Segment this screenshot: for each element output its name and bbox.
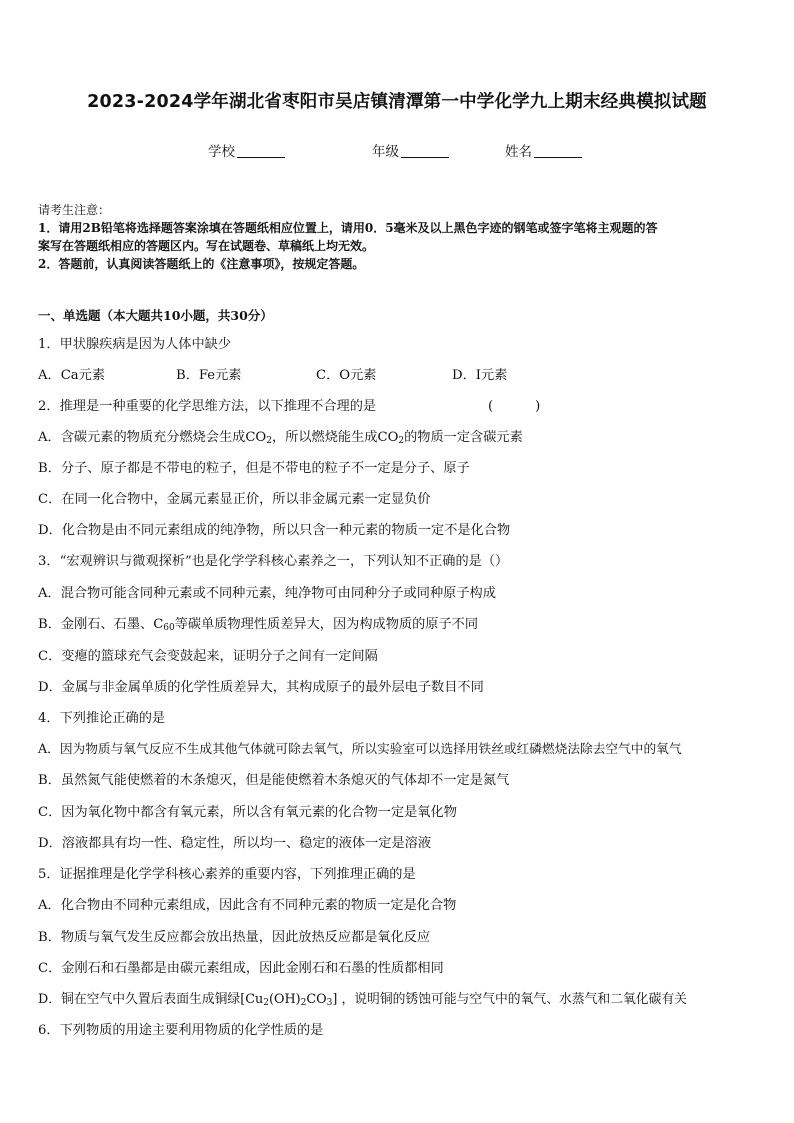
grade-label: 年级 (372, 144, 399, 160)
grade-field (372, 140, 449, 160)
q3-stem: 3．“宏观辨识与微观探析”也是化学学科核心素养之一，下列认知不正确的是（） (38, 554, 509, 569)
grade-blank (401, 143, 449, 158)
name-field (505, 140, 582, 160)
q5-option-c: C．金刚石和石墨都是由碳元素组成，因此金刚石和石墨的性质都相同 (38, 961, 444, 976)
name-label: 姓名 (505, 144, 532, 160)
q4-option-c: C．因为氧化物中都含有氧元素，所以含有氧元素的化合物一定是氧化物 (38, 805, 457, 820)
q1-option-c: C．O元素 (316, 368, 377, 383)
q3-option-d: D．金属与非金属单质的化学性质差异大，其构成原子的最外层电子数目不同 (38, 680, 484, 695)
q6-stem: 6．下列物质的用途主要利用物质的化学性质的是 (38, 1023, 324, 1038)
q4-option-a: A．因为物质与氧气反应不生成其他气体就可除去氧气，所以实验室可以选择用铁丝或红磷燃烧法除去空气中的氧气 (38, 741, 682, 756)
q2-option-c: C．在同一化合物中，金属元素显正价，所以非金属元素一定显负价 (38, 492, 431, 507)
q5-stem: 5．证据推理是化学学科核心素养的重要内容，下列推理正确的是 (38, 867, 416, 882)
q1-options (38, 364, 507, 383)
notice-item-1a: 1．请用2B铅笔将选择题答案涂填在答题纸相应位置上，请用0．5毫米及以上黑色字迹的钢笔或签字笔将主观题的答 (38, 221, 658, 235)
q5-option-a: A．化合物由不同种元素组成，因此含有不同种元素的物质一定是化合物 (38, 898, 457, 913)
q1-option-d: D．I元素 (452, 368, 508, 383)
school-blank (237, 143, 285, 158)
q3-option-b: B．金刚石、石墨、$C_{60}$等碳单质物理性质差异大，因为构成物质的原子不同 (38, 617, 479, 633)
notice-heading: 请考生注意： (38, 203, 111, 217)
q3-option-c: C．变瘪的篮球充气会变鼓起来，证明分子之间有一定间隔 (38, 649, 378, 664)
q2-stem: 2．推理是一种重要的化学思维方法，以下推理不合理的是 (38, 399, 377, 414)
name-blank (534, 143, 582, 158)
q4-option-b: B．虽然氮气能使燃着的木条熄灭，但是能使燃着木条熄灭的气体却不一定是氮气 (38, 773, 510, 788)
q1-stem: 1．甲状腺疾病是因为人体中缺少 (38, 337, 232, 352)
q1-option-a: A．Ca元素 (38, 368, 106, 383)
notice-block (38, 201, 758, 273)
q2-stem-row (38, 395, 540, 414)
q2-option-a: A．含碳元素的物质充分燃烧会生成$CO_2$，所以燃烧能生成$CO_2$的物质一定含碳元素 (38, 430, 523, 446)
section-heading: 一、单选题（本大题共10小题，共30分） (38, 308, 273, 323)
q5-option-d: D．铜在空气中久置后表面生成铜绿$[Cu_2(OH)_2CO_3]$ ，说明铜的锈蚀可能与空气中的氧气、水蒸气和二氧化碳有关 (38, 992, 687, 1008)
q2-option-d: D．化合物是由不同元素组成的纯净物，所以只含一种元素的物质一定不是化合物 (38, 523, 511, 538)
q3-option-a: A．混合物可能含同种元素或不同种元素，纯净物可由同种分子或同种原子构成 (38, 586, 496, 601)
q2-answer-paren: ( ) (488, 399, 541, 414)
notice-item-2: 2．答题前，认真阅读答题纸上的《注意事项》，按规定答题。 (38, 257, 365, 271)
page-title: 2023-2024学年湖北省枣阳市吴店镇清潭第一中学化学九上期末经典模拟试题 (87, 92, 707, 112)
school-field (208, 140, 285, 160)
q5-option-b: B．物质与氧气发生反应都会放出热量，因此放热反应都是氧化反应 (38, 930, 431, 945)
q4-option-d: D．溶液都具有均一性、稳定性，所以均一、稳定的液体一定是溶液 (38, 836, 432, 851)
q4-stem: 4．下列推论正确的是 (38, 711, 166, 726)
school-label: 学校 (208, 144, 235, 160)
notice-item-1b: 案写在答题纸相应的答题区内。写在试题卷、草稿纸上均无效。 (38, 239, 375, 253)
q1-option-b: B．Fe元素 (176, 368, 242, 383)
q2-option-b: B．分子、原子都是不带电的粒子，但是不带电的粒子不一定是分子、原子 (38, 461, 470, 476)
